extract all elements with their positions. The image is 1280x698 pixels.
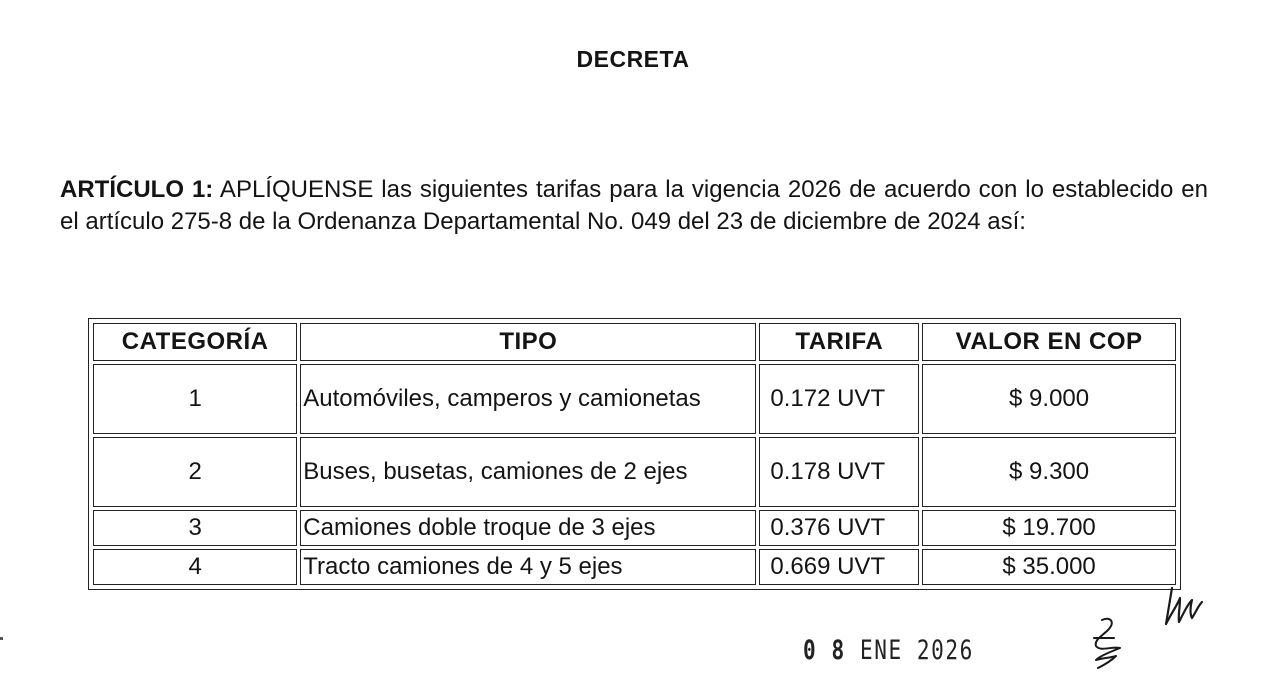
article-paragraph — [60, 174, 1208, 238]
cell-tarifa: 0.172 UVT — [759, 364, 919, 434]
tariff-table — [90, 320, 1179, 588]
cell-valor: $ 19.700 — [922, 510, 1176, 546]
table-row — [93, 364, 1176, 434]
cell-categoria: 4 — [93, 549, 297, 585]
initials-signature — [1158, 582, 1208, 632]
cell-tipo: Buses, busetas, camiones de 2 ejes — [300, 437, 756, 507]
scan-dot — [0, 637, 3, 640]
cell-tarifa: 0.669 UVT — [759, 549, 919, 585]
paraph-signature — [1080, 612, 1140, 672]
stamp-day: 0 8 — [803, 635, 846, 666]
cell-valor: $ 9.000 — [922, 364, 1176, 434]
cell-tipo: Automóviles, camperos y camionetas — [300, 364, 756, 434]
header-tarifa: TARIFA — [759, 323, 919, 361]
cell-tarifa: 0.376 UVT — [759, 510, 919, 546]
table-header-row — [93, 323, 1176, 361]
cell-tipo: Tracto camiones de 4 y 5 ejes — [300, 549, 756, 585]
tariff-table-frame — [88, 318, 1181, 590]
cell-categoria: 2 — [93, 437, 297, 507]
cell-categoria: 3 — [93, 510, 297, 546]
stamp-month-year: ENE 2026 — [859, 635, 974, 666]
header-tipo: TIPO — [300, 323, 756, 361]
cell-tipo: Camiones doble troque de 3 ejes — [300, 510, 756, 546]
cell-valor: $ 35.000 — [922, 549, 1176, 585]
table-row — [93, 510, 1176, 546]
cell-categoria: 1 — [93, 364, 297, 434]
table-row — [93, 437, 1176, 507]
table-row — [93, 549, 1176, 585]
article-label: ARTÍCULO 1: — [60, 176, 214, 203]
header-categoria: CATEGORÍA — [93, 323, 297, 361]
article-text: APLÍQUENSE las siguientes tarifas para la vigencia 2026 de acuerdo con lo establecido en el artículo 275-8 de la Ordenanza Departamental No. 049 del 23 de diciembre de 2024 así: — [60, 176, 1209, 235]
header-valor: VALOR EN COP — [922, 323, 1176, 361]
cell-valor: $ 9.300 — [922, 437, 1176, 507]
decree-heading: DECRETA — [576, 46, 690, 72]
cell-tarifa: 0.178 UVT — [759, 437, 919, 507]
date-stamp — [803, 635, 974, 666]
